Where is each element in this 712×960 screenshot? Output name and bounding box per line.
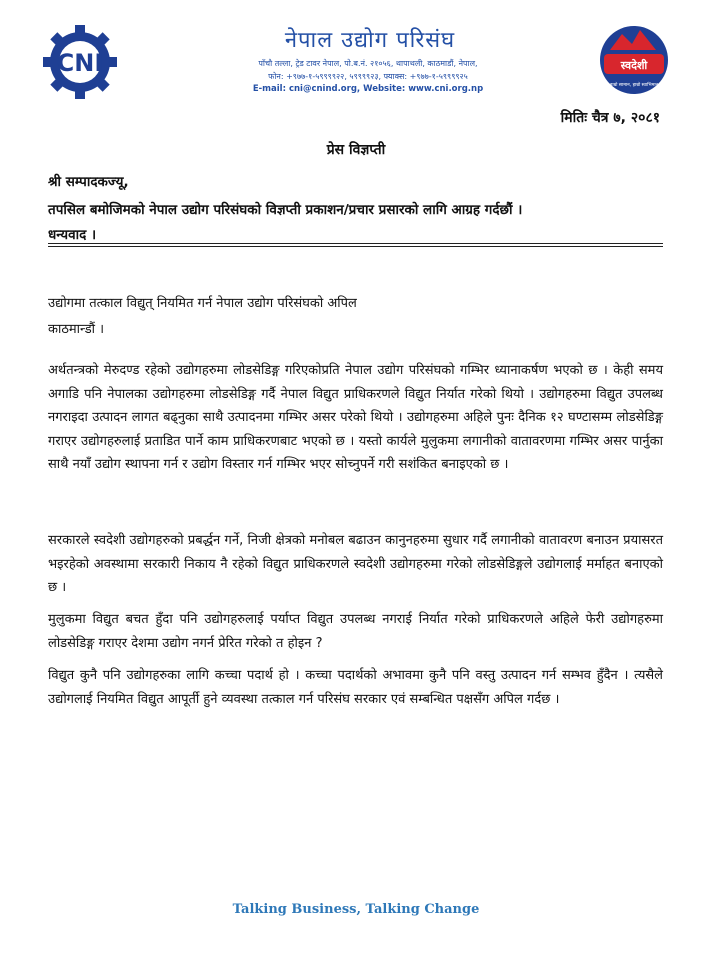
thanks-text: धन्यवाद । (48, 227, 97, 243)
swadeshi-logo (588, 20, 680, 104)
swadeshi-logo-text: स्वदेशी (620, 59, 648, 72)
page-title: प्रेस विज्ञप्ती (326, 142, 386, 158)
footer-tagline: Talking Business, Talking Change (232, 902, 480, 917)
contact-line: E-mail: cni@cnind.org, Website: www.cni.org.np (252, 84, 484, 94)
divider-top (48, 243, 663, 244)
cni-logo-text: CNI (56, 49, 104, 77)
paragraph-3: मुलुकमा विद्युत बचत हुँदा पनि उद्योगहरुलाई पर्याप्त विद्युत उपलब्ध नगराई निर्यात गरेको प्राधिकरणले अहिले फेरी उद्योगहरुमा लोडसेडिङ्ग गराएर देशमा उद्योग नगर्न प्रेरित गरेको त होइन ? (48, 612, 663, 651)
swadeshi-logo-tagline: हाम्रो सामान, हाम्रो स्वाभिमान (609, 83, 659, 88)
request-block (48, 198, 668, 248)
address-line-2: फोन: +९७७-१-५९९९९२२, ५९९९९२३, फ्याक्स: +९७७-१-५९९९९२५ (268, 72, 468, 81)
press-heading (48, 291, 608, 343)
org-name: नेपाल उद्योग परिसंघ (284, 28, 456, 53)
heading-line-2: काठमान्डौं । (48, 322, 105, 337)
date: मितिः चैत्र ७, २०८१ (560, 110, 660, 126)
address-line-1: पाँचौ तल्ला, ट्रेड टावर नेपाल, पो.ब.नं. २१०५६, थापाथली, काठमाडौं, नेपाल, (258, 59, 478, 68)
request-text: तपसिल बमोजिमको नेपाल उद्योग परिसंघको विज्ञप्ती प्रकाशन/प्रचार प्रसारको लागि आग्रह गर्दछौं । (48, 202, 523, 218)
divider-bottom (48, 246, 663, 247)
salutation: श्री सम्पादकज्यू, (48, 174, 129, 190)
paragraph-4: विद्युत कुनै पनि उद्योगहरुका लागि कच्चा पदार्थ हो । कच्चा पदार्थको अभावमा कुनै पनि वस्तु उत्पादन गर्न सम्भव हुँदैन । त्यसैले उद्योगलाई नियमित विद्युत आपूर्ती हुने व्यवस्था तत्काल गर्न परिसंघ सरकार एवं सम्बन्धित पक्षसँग अपिल गर्दछ । (48, 668, 663, 707)
paragraph-2: सरकारले स्वदेशी उद्योगहरुको प्रबर्द्धन गर्ने, निजी क्षेत्रको मनोबल बढाउन कानुनहरुमा सुधार गर्दै लगानीको वातावरण बनाउन प्रयासरत भइरहेको अवस्थामा सरकारी निकाय नै रहेको विद्युत प्राधिकरणले स्वदेशी उद्योगहरुमा गरेको लोडसेडिङ्गले उद्योगलाई मर्माहत बनाएको छ । (48, 533, 663, 595)
heading-line-1: उद्योगमा तत्काल विद्युत् नियमित गर्न नेपाल उद्योग परिसंघको अपिल (48, 296, 357, 311)
cni-logo (40, 22, 120, 102)
paragraph-1: अर्थतन्त्रको मेरुदण्ड रहेको उद्योगहरुमा लोडसेडिङ्ग गरिएकोप्रति नेपाल उद्योग परिसंघको गम्भिर ध्यानाकर्षण भएको छ । केही समय अगाडि पनि नेपालका उद्योगहरुमा लोडसेडिङ्ग गर्दै नेपाल विद्युत प्राधिकरणले विद्युत निर्यात गरेको थियो । उद्योगहरुमा विद्युत उपलब्ध नगराइदा उत्पादन लागत बढ्नुका साथै उत्पादनमा गम्भिर असर परेको थियो । उद्योगहरुमा अहिले पुनः दैनिक १२ घण्टासम्म लोडसेडिङ्ग गराएर उद्योगहरुलाई प्रताडित पार्ने काम प्राधिकरणबाट भएको छ । यस्तो कार्यले मुलुकमा लगानीको वातावरणमा गम्भिर असर पार्नुका साथै नयाँ उद्योग स्थापना गर्न र उद्योग विस्तार गर्न गम्भिर भएर सोच्नुपर्ने गरी सशंकित बनाइएको छ । (48, 363, 663, 472)
